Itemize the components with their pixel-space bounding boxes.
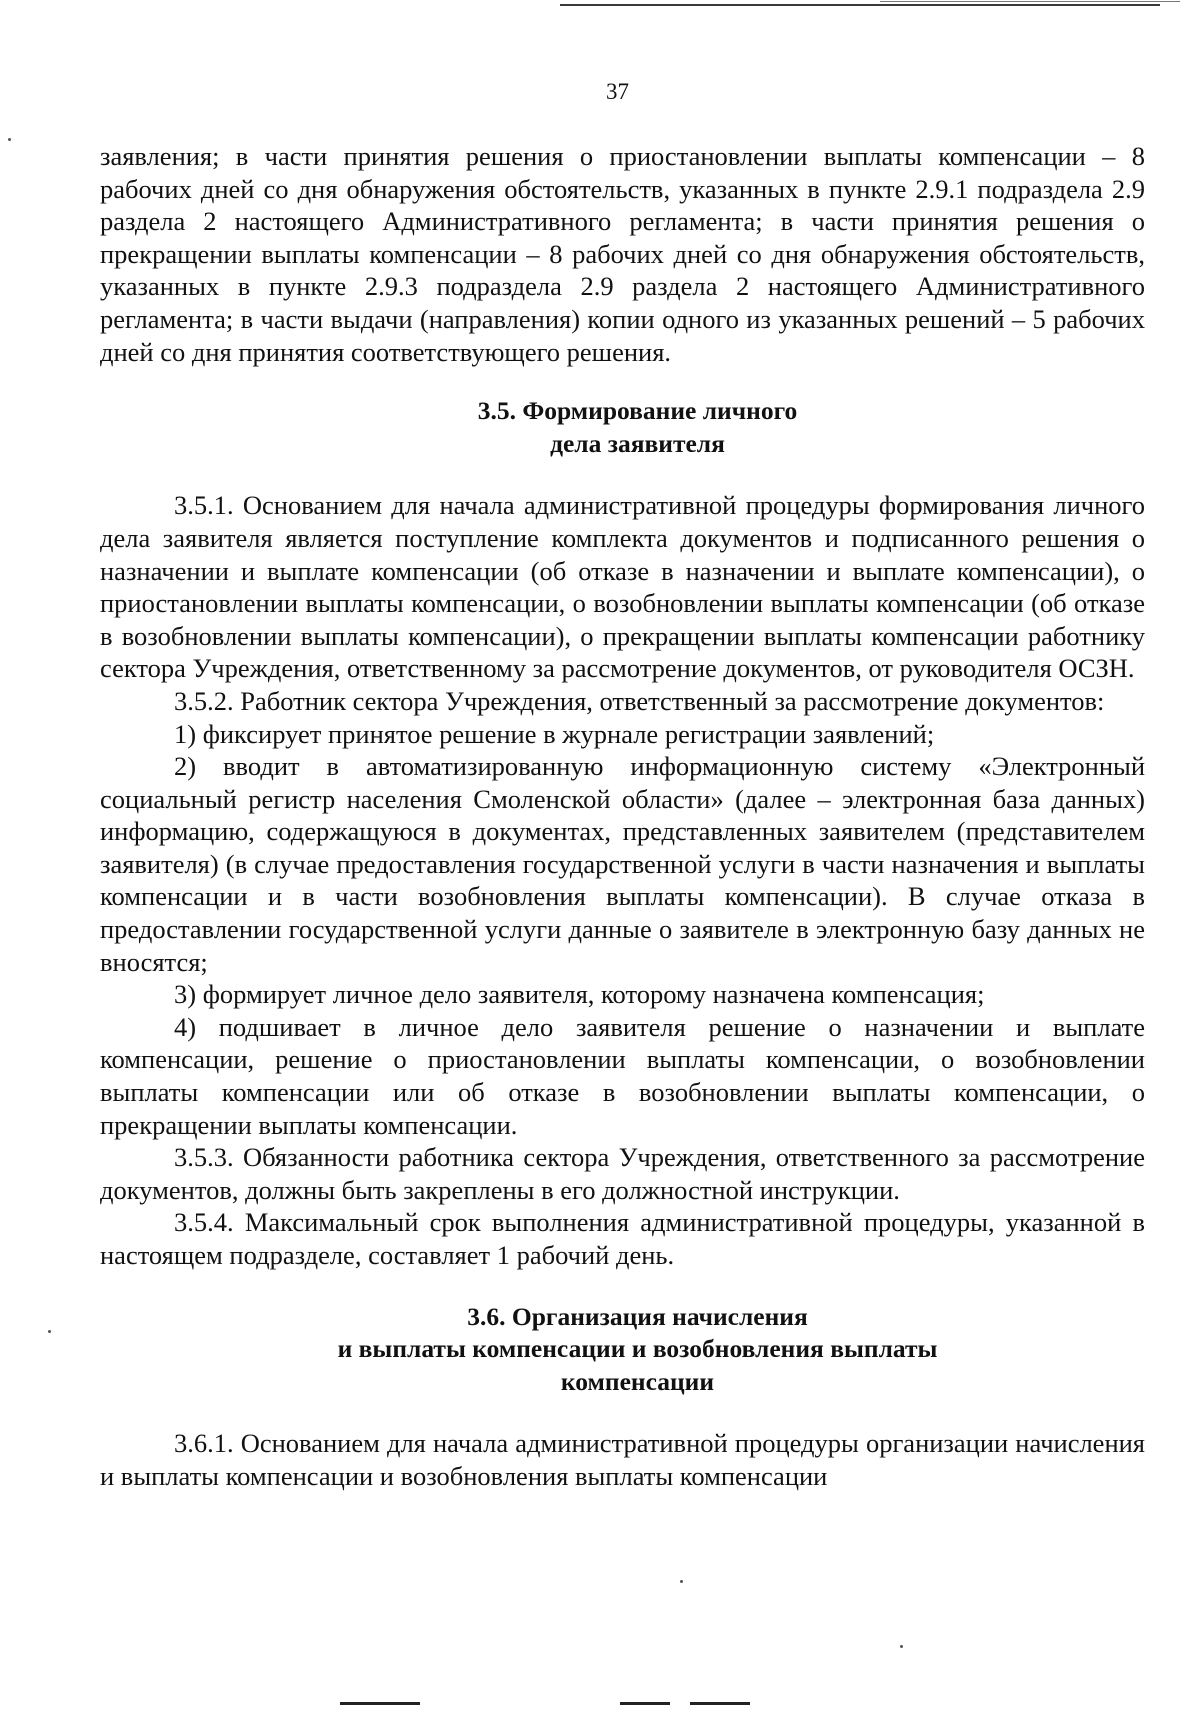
scan-bottom-mark (690, 1702, 750, 1705)
section-3-6-heading (100, 1301, 1145, 1399)
scan-bottom-mark (340, 1702, 420, 1705)
scan-speck (48, 1330, 51, 1333)
list-item-4: 4) подшивает в личное дело заявителя решение о назначении и выплате компенсации, решение о приостановлении выплаты компенсации, о возобновлении выплаты компенсации или об отказе в возобновлении выплаты компенсации, о прекращении выплаты компенсации. (100, 1011, 1145, 1140)
section-3-5-heading-line-1: 3.5. Формирование личного (477, 396, 798, 426)
paragraph-3-5-1: 3.5.1. Основанием для начала административной процедуры формирования личного дела заявителя является поступление комплекта документов и подписанного решения о назначении и выплате компенсации (об отказе в назначении и выплате компенсации), о приостановлении выплаты компенсации, о возобновлении выплаты компенсации (об отказе в возобновлении выплаты компенсации), о прекращении выплаты компенсации работнику сектора Учреждения, ответственному за рассмотрение документов, от руководителя ОСЗН. (100, 490, 1145, 684)
scan-top-border-thin (880, 1, 1180, 2)
section-3-6-heading-line-2: и выплаты компенсации и возобновления выплаты (337, 1334, 938, 1364)
scan-speck (900, 1645, 903, 1648)
paragraph-3-5-3: 3.5.3. Обязанности работника сектора Учреждения, ответственного за рассмотрение документов, должны быть закреплены в его должностной инструкции. (100, 1142, 1145, 1205)
section-3-5-heading (100, 395, 1145, 460)
section-3-6-heading-line-1: 3.6. Организация начисления (467, 1301, 808, 1331)
scan-top-border (560, 4, 1160, 6)
scan-bottom-mark (620, 1702, 670, 1705)
section-3-6-heading-line-3: компенсации (560, 1366, 715, 1396)
scan-speck (8, 138, 11, 141)
list-item-2: 2) вводит в автоматизированную информационную систему «Электронный социальный регистр населения Смоленской области» (далее – электронная база данных) информацию, содержащуюся в документах, представленных заявителем (представителем заявителя) (в случае предоставления государственной услуги в части назначения и выплаты компенсации и в части возобновления выплаты компенсации). В случае отказа в предоставлении государственной услуги данные о заявителе в электронную базу данных не вносятся; (100, 751, 1145, 977)
scan-speck (680, 1580, 683, 1583)
intro-paragraph: заявления; в части принятия решения о приостановлении выплаты компенсации – 8 рабочих дней со дня обнаружения обстоятельств, указанных в пункте 2.9.1 подраздела 2.9 раздела 2 настоящего Административного регламента; в части принятия решения о прекращении выплаты компенсации – 8 рабочих дней со дня обнаружения обстоятельств, указанных в пункте 2.9.3 подраздела 2.9 раздела 2 настоящего Административного регламента; в части выдачи (направления) копии одного из указанных решений – 5 рабочих дней со дня принятия соответствующего решения. (100, 141, 1145, 367)
page-number: 37 (606, 79, 629, 104)
paragraph-3-6-1: 3.6.1. Основанием для начала административной процедуры организации начисления и выплаты компенсации и возобновления выплаты компенсации (100, 1428, 1145, 1491)
paragraph-3-5-4: 3.5.4. Максимальный срок выполнения административной процедуры, указанной в настоящем подразделе, составляет 1 рабочий день. (100, 1207, 1145, 1270)
list-item-1: 1) фиксирует принятое решение в журнале регистрации заявлений; (174, 718, 935, 749)
paragraph-3-5-2: 3.5.2. Работник сектора Учреждения, ответственный за рассмотрение документов: (174, 685, 1105, 716)
document-body (100, 140, 1145, 1493)
list-item-3: 3) формирует личное дело заявителя, которому назначена компенсация; (174, 979, 985, 1010)
section-3-5-heading-line-2: дела заявителя (550, 428, 725, 458)
